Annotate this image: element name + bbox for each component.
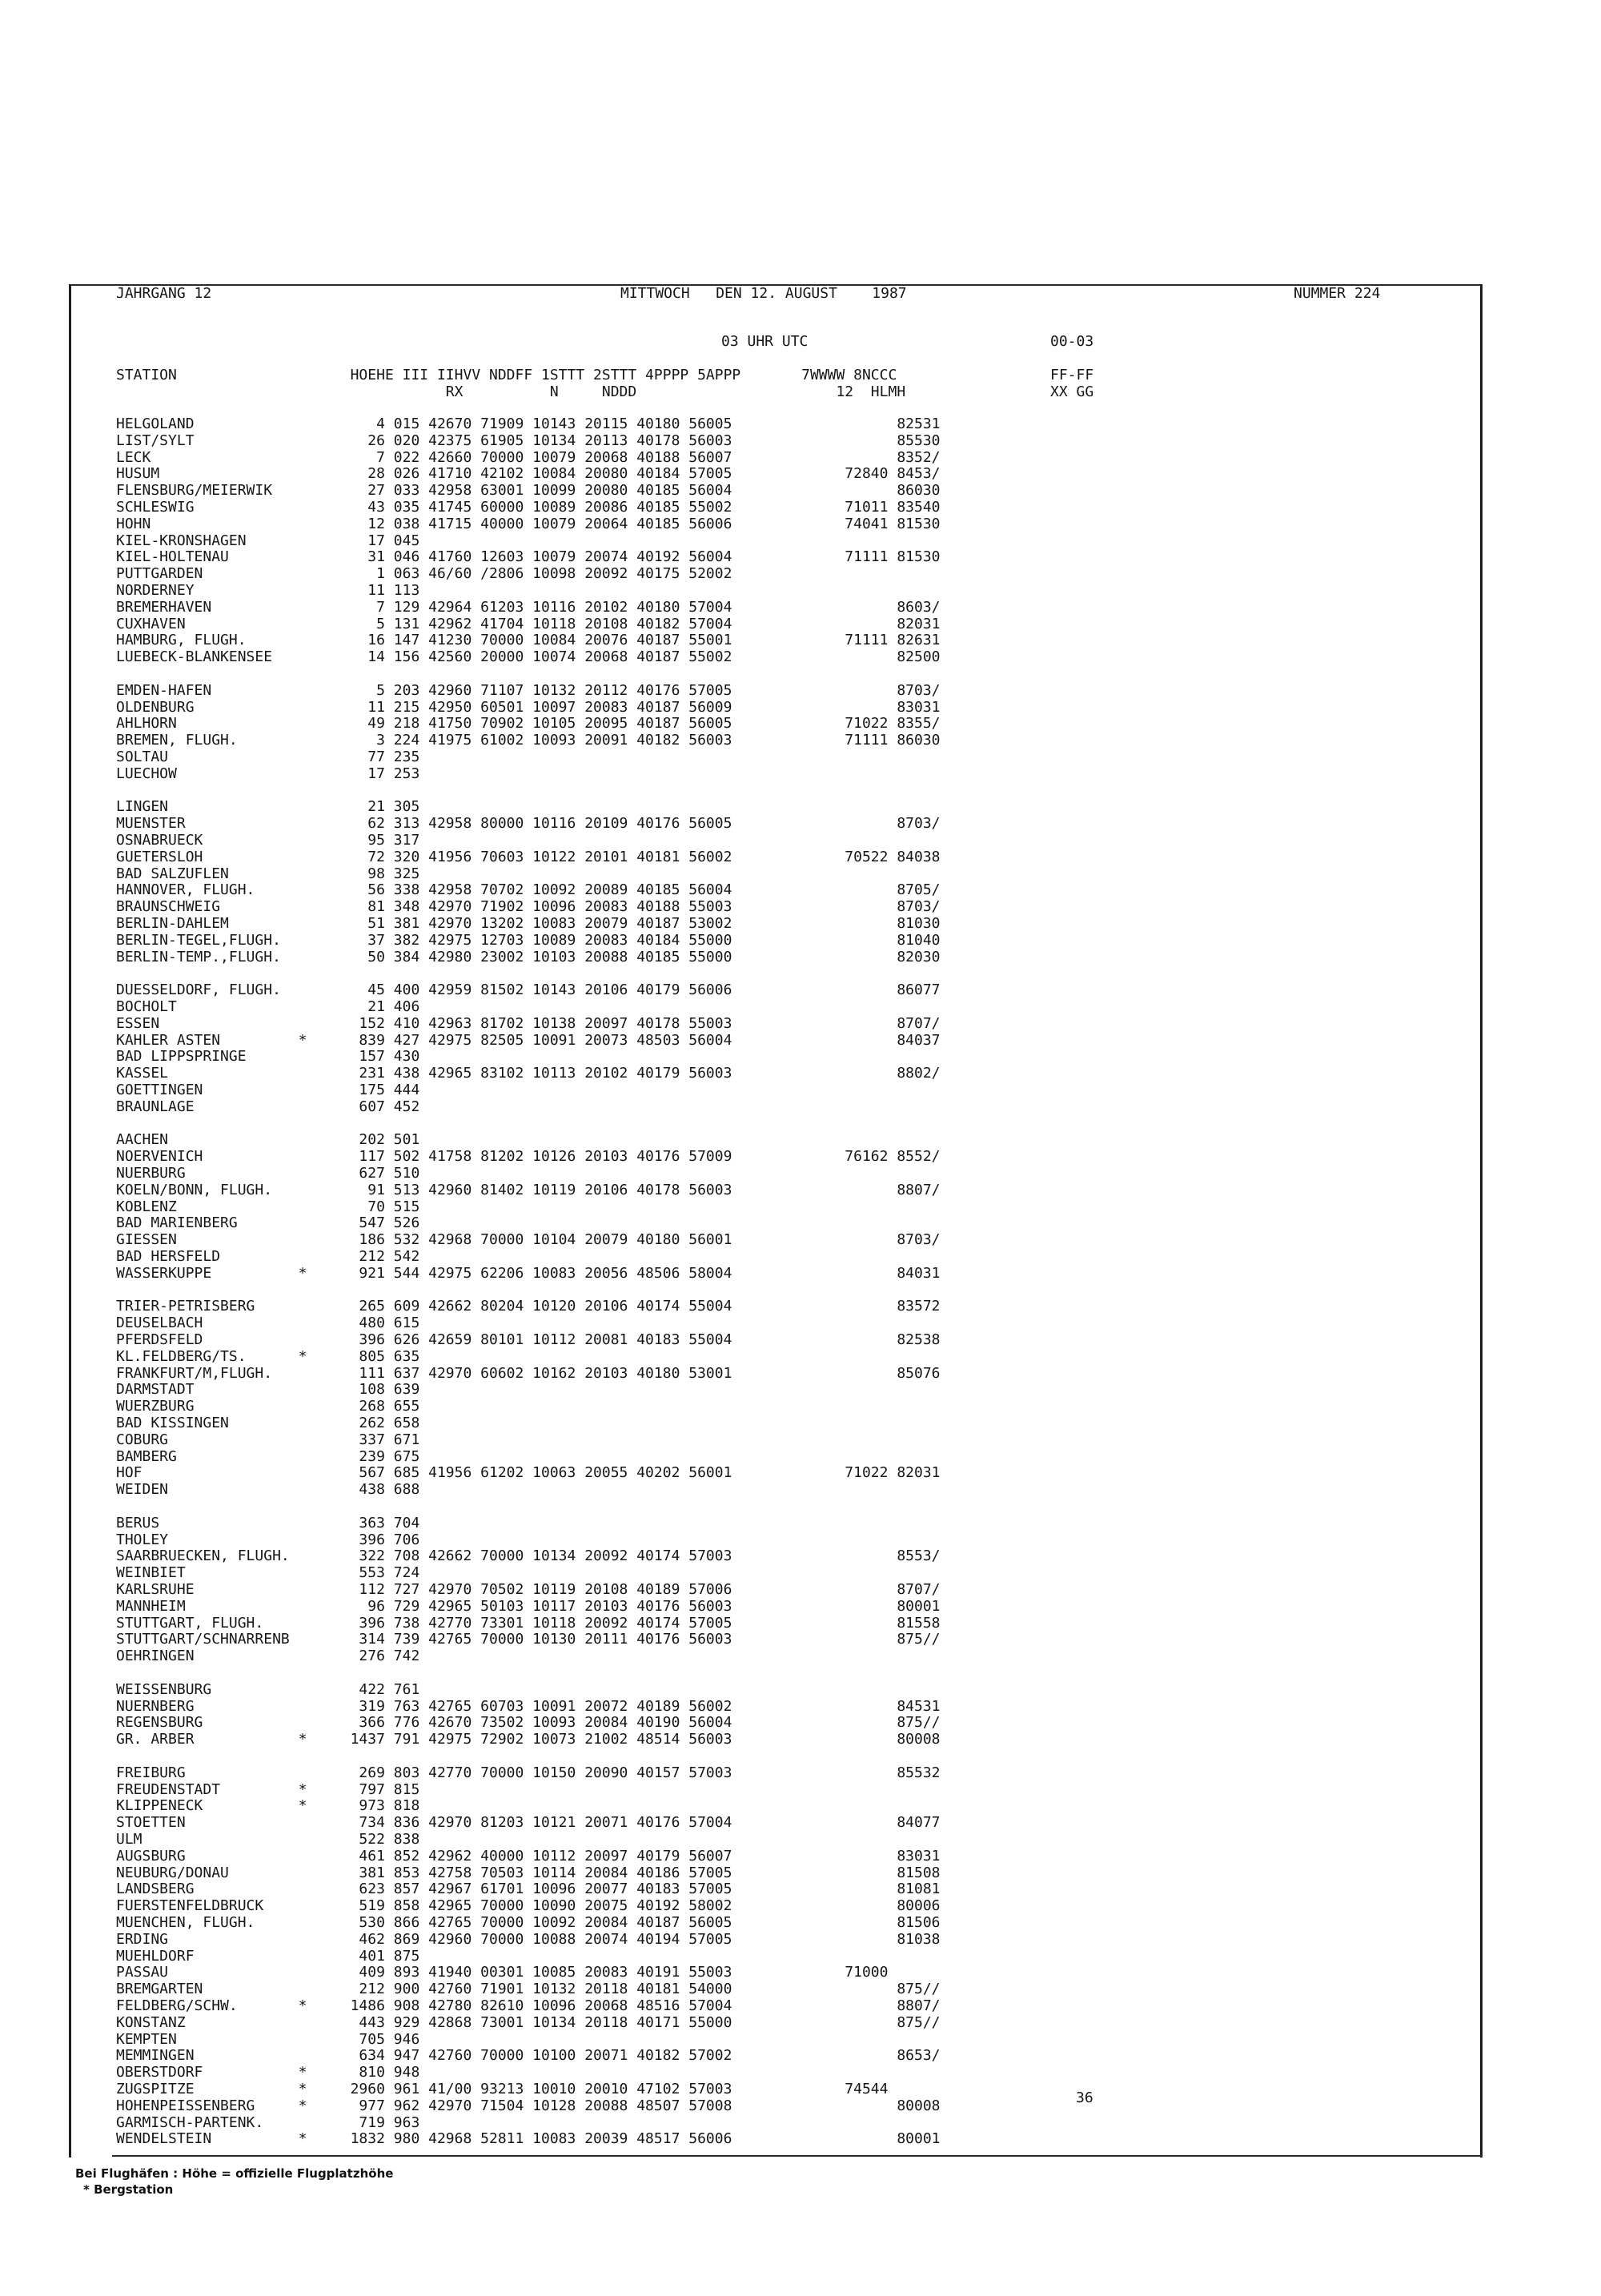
station-row: LUEBECK-BLANKENSEE 14 156 42560 20000 10074 20068 40187 55002 82500: [116, 648, 941, 666]
station-row: BRAUNSCHWEIG 81 348 42970 71902 10096 20083 40188 55003 8703/: [116, 898, 941, 916]
station-row: WASSERKUPPE * 921 544 42975 62206 10083 20056 48506 58004 84031: [116, 1264, 941, 1282]
station-row: WUERZBURG 268 655: [116, 1398, 420, 1415]
station-row: BERLIN-TEMP.,FLUGH. 50 384 42980 23002 10103 20088 40185 55000 82030: [116, 948, 941, 965]
column-header-extra1: FF-FF: [1050, 367, 1094, 383]
station-row: MUENSTER 62 313 42958 80000 10116 20109 40176 56005 8703/: [116, 815, 941, 833]
station-row: ZUGSPITZE * 2960 961 41/00 93213 10010 20010 47102 57003 74544: [116, 2081, 889, 2097]
station-row: DARMSTADT 108 639: [116, 1381, 420, 1399]
station-row: STUTTGART/SCHNARRENB 314 739 42765 70000 10130 20111 40176 56003 875//: [116, 1631, 941, 1648]
station-row: BAD MARIENBERG 547 526: [116, 1214, 420, 1232]
station-row: BERLIN-DAHLEM 51 381 42970 13202 10083 20079 40187 53002 81030: [116, 915, 941, 932]
station-row: BRAUNLAGE 607 452: [116, 1098, 420, 1115]
station-row: AHLHORN 49 218 41750 70902 10105 20095 40187 56005 71022 8355/: [116, 715, 941, 733]
station-row: HOHN 12 038 41715 40000 10079 20064 40185 56006 74041 81530: [116, 515, 941, 532]
station-row: OBERSTDORF * 810 948: [116, 2064, 420, 2081]
station-row: KASSEL 231 438 42965 83102 10113 20102 40179 56003 8802/: [116, 1065, 941, 1082]
station-row: MUEHLDORF 401 875: [116, 1947, 420, 1965]
station-row: NEUBURG/DONAU 381 853 42758 70503 10114 20084 40186 57005 81508: [116, 1864, 941, 1881]
station-row: STUTTGART, FLUGH. 396 738 42770 73301 10118 20092 40174 57005 81558: [116, 1614, 941, 1632]
station-row: HUSUM 28 026 41710 42102 10084 20080 40184 57005 72840 8453/: [116, 465, 941, 483]
footnote-mountain-station: * Bergstation: [83, 2182, 174, 2197]
station-row: KONSTANZ 443 929 42868 73001 10134 20118 40171 55000 875//: [116, 2013, 941, 2031]
column-header-line1: STATION HOEHE III IIHVV NDDFF 1STTT 2STTT 4PPPP 5APPP 7WWWW 8NCCC: [116, 367, 897, 383]
station-row: FRANKFURT/M,FLUGH. 111 637 42970 60602 10162 20103 40180 53001 85076: [116, 1364, 941, 1382]
frame-left-rule: [69, 284, 71, 2158]
station-row: MUENCHEN, FLUGH. 530 866 42765 70000 10092 20084 40187 56005 81506: [116, 1914, 941, 1931]
station-row: BERLIN-TEGEL,FLUGH. 37 382 42975 12703 10089 20083 40184 55000 81040: [116, 931, 941, 949]
column-header-line2: RX N NDDD 12 HLMH: [116, 383, 906, 400]
side-note: 36: [1076, 2089, 1093, 2106]
station-row: OSNABRUECK 95 317: [116, 832, 420, 849]
station-row: FLENSBURG/MEIERWIK 27 033 42958 63001 10099 20080 40185 56004 86030: [116, 482, 941, 500]
station-row: GIESSEN 186 532 42968 70000 10104 20079 40180 56001 8703/: [116, 1231, 941, 1249]
observation-range: 00-03: [1050, 333, 1094, 350]
station-row: HAMBURG, FLUGH. 16 147 41230 70000 10084 20076 40187 55001 71111 82631: [116, 632, 941, 649]
station-row: WEIDEN 438 688: [116, 1481, 420, 1499]
station-row: AUGSBURG 461 852 42962 40000 10112 20097 40179 56007 83031: [116, 1847, 941, 1864]
station-row: LUECHOW 17 253: [116, 765, 420, 782]
station-row: BOCHOLT 21 406: [116, 998, 420, 1015]
station-row: FREIBURG 269 803 42770 70000 10150 20090 40157 57003 85532: [116, 1764, 941, 1781]
bulletin-number: NUMMER 224: [1294, 285, 1381, 302]
station-row: PFERDSFELD 396 626 42659 80101 10112 20081 40183 55004 82538: [116, 1331, 941, 1348]
station-row: BAD LIPPSPRINGE 157 430: [116, 1048, 420, 1066]
station-row: FREUDENSTADT * 797 815: [116, 1780, 420, 1798]
station-row: STOETTEN 734 836 42970 81203 10121 20071 40176 57004 84077: [116, 1814, 941, 1832]
station-row: LANDSBERG 623 857 42967 61701 10096 20077 40183 57005 81081: [116, 1881, 941, 1898]
station-row: KIEL-KRONSHAGEN 17 045: [116, 532, 420, 549]
station-row: HOF 567 685 41956 61202 10063 20055 40202 56001 71022 82031: [116, 1464, 941, 1482]
station-row: GR. ARBER * 1437 791 42975 72902 10073 21002 48514 56003 80008: [116, 1731, 941, 1748]
station-row: COBURG 337 671: [116, 1431, 420, 1448]
station-row: HOHENPEISSENBERG * 977 962 42970 71504 10128 20088 48507 57008 80008: [116, 2097, 941, 2114]
station-row: SOLTAU 77 235: [116, 749, 420, 765]
footnote-airports: Bei Flughäfen : Höhe = offizielle Flugplatzhöhe: [75, 2166, 394, 2181]
station-row: AACHEN 202 501: [116, 1131, 420, 1149]
station-row: NORDERNEY 11 113: [116, 582, 420, 599]
station-row: ULM 522 838: [116, 1831, 420, 1848]
station-row: KOBLENZ 70 515: [116, 1198, 420, 1215]
station-row: BAD HERSFELD 212 542: [116, 1248, 420, 1265]
station-row: DEUSELBACH 480 615: [116, 1315, 420, 1332]
column-header-extra2: XX GG: [1050, 383, 1094, 400]
station-row: BREMGARTEN 212 900 42760 71901 10132 20118 40181 54000 875//: [116, 1981, 941, 1998]
station-row: LINGEN 21 305: [116, 798, 420, 816]
station-row: GUETERSLOH 72 320 41956 70603 10122 20101 40181 56002 70522 84038: [116, 848, 941, 865]
station-row: REGENSBURG 366 776 42670 73502 10093 20084 40190 56004 875//: [116, 1714, 941, 1732]
station-row: LECK 7 022 42660 70000 10079 20068 40188 56007 8352/: [116, 448, 941, 466]
station-row: KAHLER ASTEN * 839 427 42975 82505 10091 20073 48503 56004 84037: [116, 1031, 941, 1049]
station-row: SAARBRUECKEN, FLUGH. 322 708 42662 70000 10134 20092 40174 57003 8553/: [116, 1547, 941, 1565]
station-row: TRIER-PETRISBERG 265 609 42662 80204 10120 20106 40174 55004 83572: [116, 1298, 941, 1315]
station-row: OLDENBURG 11 215 42950 60501 10097 20083 40187 56009 83031: [116, 698, 941, 716]
station-row: MEMMINGEN 634 947 42760 70000 10100 20071 40182 57002 8653/: [116, 2047, 941, 2065]
station-row: SCHLESWIG 43 035 41745 60000 10089 20086 40185 55002 71011 83540: [116, 499, 941, 516]
station-row: KL.FELDBERG/TS. * 805 635: [116, 1347, 420, 1365]
station-row: WEINBIET 553 724: [116, 1564, 420, 1582]
station-row: MANNHEIM 96 729 42965 50103 10117 20103 40176 56003 80001: [116, 1597, 941, 1615]
station-row: ESSEN 152 410 42963 81702 10138 20097 40178 55003 8707/: [116, 1014, 941, 1032]
station-row: NUERNBERG 319 763 42765 60703 10091 20072 40189 56002 84531: [116, 1697, 941, 1715]
station-row: ERDING 462 869 42960 70000 10088 20074 40194 57005 81038: [116, 1930, 941, 1948]
station-row: HELGOLAND 4 015 42670 71909 10143 20115 40180 56005 82531: [116, 415, 941, 432]
station-row: KARLSRUHE 112 727 42970 70502 10119 20108 40189 57006 8707/: [116, 1581, 941, 1598]
station-row: NUERBURG 627 510: [116, 1165, 420, 1182]
bulletin-year: JAHRGANG 12: [116, 285, 212, 302]
station-row: EMDEN-HAFEN 5 203 42960 71107 10132 20112 40176 57005 8703/: [116, 681, 941, 699]
station-row: THOLEY 396 706: [116, 1531, 420, 1548]
station-row: KEMPTEN 705 946: [116, 2030, 420, 2048]
station-row: BREMERHAVEN 7 129 42964 61203 10116 20102 40180 57004 8603/: [116, 598, 941, 616]
station-row: KOELN/BONN, FLUGH. 91 513 42960 81402 10119 20106 40178 56003 8807/: [116, 1181, 941, 1198]
station-row: DUESSELDORF, FLUGH. 45 400 42959 81502 10143 20106 40179 56006 86077: [116, 981, 941, 999]
station-row: GOETTINGEN 175 444: [116, 1082, 420, 1098]
station-row: WENDELSTEIN * 1832 980 42968 52811 10083 20039 48517 56006 80001: [116, 2130, 941, 2148]
station-row: GARMISCH-PARTENK. 719 963: [116, 2113, 420, 2131]
station-row: LIST/SYLT 26 020 42375 61905 10134 20113 40178 56003 85530: [116, 432, 941, 449]
station-row: BAD SALZUFLEN 98 325: [116, 865, 420, 882]
station-row: CUXHAVEN 5 131 42962 41704 10118 20108 40182 57004 82031: [116, 615, 941, 632]
station-row: BAD KISSINGEN 262 658: [116, 1415, 420, 1431]
frame-bottom-rule: [112, 2155, 1483, 2157]
station-row: OEHRINGEN 276 742: [116, 1648, 420, 1665]
station-row: PUTTGARDEN 1 063 46/60 /2806 10098 20092 40175 52002: [116, 565, 732, 583]
observation-time-utc: 03 UHR UTC: [721, 333, 809, 350]
station-row: KIEL-HOLTENAU 31 046 41760 12603 10079 20074 40192 56004 71111 81530: [116, 548, 941, 566]
station-row: FELDBERG/SCHW. * 1486 908 42780 82610 10096 20068 48516 57004 8807/: [116, 1997, 941, 2014]
station-row: PASSAU 409 893 41940 00301 10085 20083 40191 55003 71000: [116, 1964, 889, 1981]
station-row: BREMEN, FLUGH. 3 224 41975 61002 10093 20091 40182 56003 71111 86030: [116, 732, 941, 749]
station-row: WEISSENBURG 422 761: [116, 1680, 420, 1698]
station-row: NOERVENICH 117 502 41758 81202 10126 20103 40176 57009 76162 8552/: [116, 1148, 941, 1166]
station-row: BAMBERG 239 675: [116, 1447, 420, 1465]
station-row: BERUS 363 704: [116, 1514, 420, 1531]
frame-right-rule: [1480, 284, 1483, 2158]
station-row: KLIPPENECK * 973 818: [116, 1797, 420, 1815]
station-row: HANNOVER, FLUGH. 56 338 42958 70702 10092 20089 40185 56004 8705/: [116, 881, 941, 899]
station-row: FUERSTENFELDBRUCK 519 858 42965 70000 10090 20075 40192 58002 80006: [116, 1897, 941, 1915]
bulletin-date: MITTWOCH DEN 12. AUGUST 1987: [620, 285, 907, 302]
